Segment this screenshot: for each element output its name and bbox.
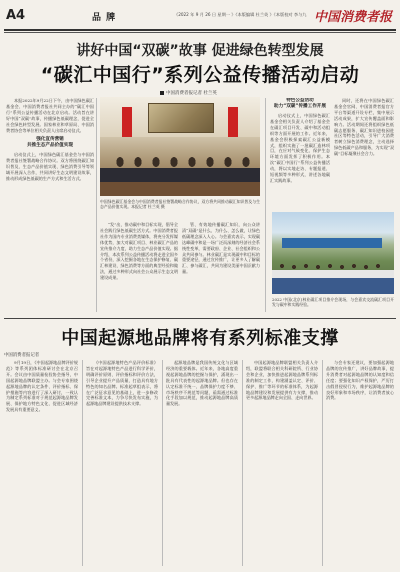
column-rule [96, 98, 97, 312]
photo-flag-left [122, 107, 132, 137]
header-rule-thin [4, 32, 396, 33]
story1-column-3 [182, 222, 260, 312]
story1-col1-para2: 启动仪式上，中国绿色碳汇基金会与中国消费者报社签署战略合作协议。双方将围绕碳汇知识普及、生态产品价值实现、绿色消费引导等领域开展深入合作，共同讲好生态文明建设故事，推动形成绿色低碳的生产方式和生活方式。 [6, 152, 94, 182]
column-rule [322, 360, 323, 566]
story1-byline [160, 90, 217, 96]
photo2-caption: 2022 中国(北京)林业碳汇项目推介会现场，与会嘉宾交流碳汇项目开发与碳中和实践经验。 [272, 297, 394, 308]
story2-column-5 [326, 360, 394, 566]
header-rule [4, 29, 396, 31]
section-title: 品 牌 [92, 13, 117, 23]
story1-col4-para: 启动仪式上，中国绿色碳汇基金会相关负责人介绍了基金会在碳汇项目开发、碳中和活动组织等方面开展的工作。近年来，基金会积极探索碳汇公益新模式，组织实施了一批碳汇造林项目，在应对气候变化、保护生态环境方面发挥了积极作用。本次“碳汇中国行”系列公益传播活动，将以实地走访、专题报道、短视频等多种形式，讲述各地碳汇实践故事。 [270, 113, 330, 183]
signing-ceremony-photo [100, 97, 260, 196]
story1-subheading-2: 特色公益活动 助力“双碳”传播工作开展 [274, 98, 326, 109]
story1-col5-para: 同时，还将在中国绿色碳汇基金会官网、中国消费者报官方平台等渠道开设专栏，集中展示活动成果，扩大宣传覆盖面和影响力。活动期间还将组织绿色低碳志愿服务、碳汇知识进校园进社区等特色活动，引导广大消费者树立绿色消费理念，主动选择绿色低碳产品和服务，为实现“双碳”目标凝聚社会合力。 [334, 98, 394, 157]
story1-col1-para: 本报2022年9月22日下午，由中国绿色碳汇基金会、中国消费者报社共同主办的“碳汇中国行”系列公益传播活动在北京启动。活动旨在讲好中国“双碳”故事，传播绿色低碳理念，促进全社会绿色转型发展。国家林业和草原局、中国消费者协会等单位相关负责人出席启动仪式。 [6, 98, 94, 133]
photo1-caption: 中国绿色碳汇基金会与中国消费者报社签署战略合作协议，双方将共同推动碳汇知识普及与生态产品价值实现。本报记者 杜兰英 摄 [100, 199, 260, 210]
story1-byline-text: 中国消费者报记者 杜兰英 [166, 91, 217, 96]
column-rule [82, 360, 83, 566]
story2-col5-para: 与会专家还建议，要加强起源地品牌的宣传推广，讲好品牌故事，提升消费者对起源地品牌的认知度和信任度；要强化知识产权保护，严厉打击假冒侵权行为，维护起源地品牌的良好形象和市场秩序，让消费者放心消费。 [326, 360, 394, 401]
story2-column-3 [166, 360, 238, 566]
photo-wall-painting [148, 103, 214, 133]
newspaper-logo: 中国消费者报 [313, 10, 392, 25]
byline-square-icon [160, 91, 164, 95]
story1-headline: “碳汇中国行”系列公益传播活动启动 [40, 64, 360, 86]
story2-col4-para: 中国起源地品牌联盟相关负责人介绍，联盟将联合相关科研院所、行业协会和企业，加快推进起源地品牌系列标准的制定工作，构建涵盖认定、评价、保护、推广等环节的标准体系，为起源地品牌建设和发展提供有力支撑，推动更多起源地品牌走向全国、走向世界。 [246, 360, 318, 401]
story1-column-1 [6, 98, 94, 310]
photo-banner [282, 238, 382, 248]
photo-crowd [272, 258, 394, 294]
story1-col3-para: 管、有效地传播碳汇知识，向公众讲清“双碳”是什么、为什么、怎么做，让绿色低碳理念深入人心。与会嘉宾表示，实现碳达峰碳中和是一场广泛而深刻的经济社会系统性变革，需要政府、企业、社会组织和公众共同参与。林业碳汇是实现碳中和目标的重要途径，通过宣传推广，让更多人了解碳汇、参与碳汇，共同为建设美丽中国贡献力量。 [182, 222, 260, 275]
story2-col3-para: 起源地品牌是我国传统文化与区域经济的重要载体。近年来，各地高度重视起源地品牌的挖掘与保护，涌现出一批具有代表性的起源地品牌。但也存在认定标准不统一、品牌保护力度不够、市场秩序不规范等问题，亟需通过标准化手段加以规范，推动起源地品牌高质量发展。 [166, 360, 238, 407]
photo-table [100, 182, 260, 196]
event-group-photo [272, 212, 394, 294]
story-divider [4, 318, 396, 319]
story1-col2-para: “发”出，推动碳中和目标实现，倡导全社会践行绿色低碳生活方式。中国消费者报社作为国内专业消费类媒体，将充分发挥媒体优势，加大对碳汇项目、林业碳汇产品的宣传推介力度，助力生态产品价值实现。据介绍，本次系列公益传播活动将走进全国多个省份，深入挖掘各地在生态保护修复、碳汇林建设、绿色消费等方面的典型经验和做法，通过多种形式向社会公众展示生态文明建设成果。 [100, 222, 178, 281]
story2-headline: 中国起源地品牌将有系列标准支撑 [61, 328, 339, 349]
story2-column-4 [246, 360, 318, 566]
story1-subheading-1: 强化宣传营销 共推生态产品价值实现 [27, 137, 73, 149]
story1-column-2 [100, 222, 178, 312]
date-line: 《2022 年 9 月 26 日 星期一 》《本版编辑 杜兰英 》《本版校对 李与九 [174, 12, 307, 17]
column-rule [242, 360, 243, 566]
story2-byline: 中国消费者报记者 [4, 353, 40, 358]
page-number: A4 [6, 8, 26, 23]
column-rule [265, 98, 266, 312]
page-header [4, 6, 396, 28]
story1-column-5 [334, 98, 394, 210]
column-rule [162, 360, 163, 566]
story1-kicker: 讲好中国“双碳”故事 促进绿色转型发展 [76, 43, 324, 59]
story2-column-1 [6, 360, 78, 566]
story2-column-2 [86, 360, 158, 566]
photo-flag-right [228, 107, 238, 137]
story1-column-4 [270, 98, 330, 210]
story2-col1-para: 9月19日，《中国起源地品牌评价规范》等系列团体标准研讨会在北京召开。会议由中国质量检验协会指导，中国起源地品牌联盟主办。与会专家围绕起源地品牌的认定条件、评价指标、保护措施等内容进行了深入研讨，一致认为制定系列标准对于规范起源地品牌发展、保护地方特色文化、促进区域经济发展具有重要意义。 [6, 360, 78, 413]
story2-col2-para: 《中国起源地特色产品评价标准》旨在对起源地特色产品进行科学评价，明确评价原则、评价指标和评价方法，引导企业提升产品质量，打造具有地方特色的知名品牌。标准起草组表示，将在广泛征求意见的基础上，进一步修改完善标准文本，力争尽快发布实施，为起源地品牌建设提供技术支撑。 [86, 360, 158, 407]
